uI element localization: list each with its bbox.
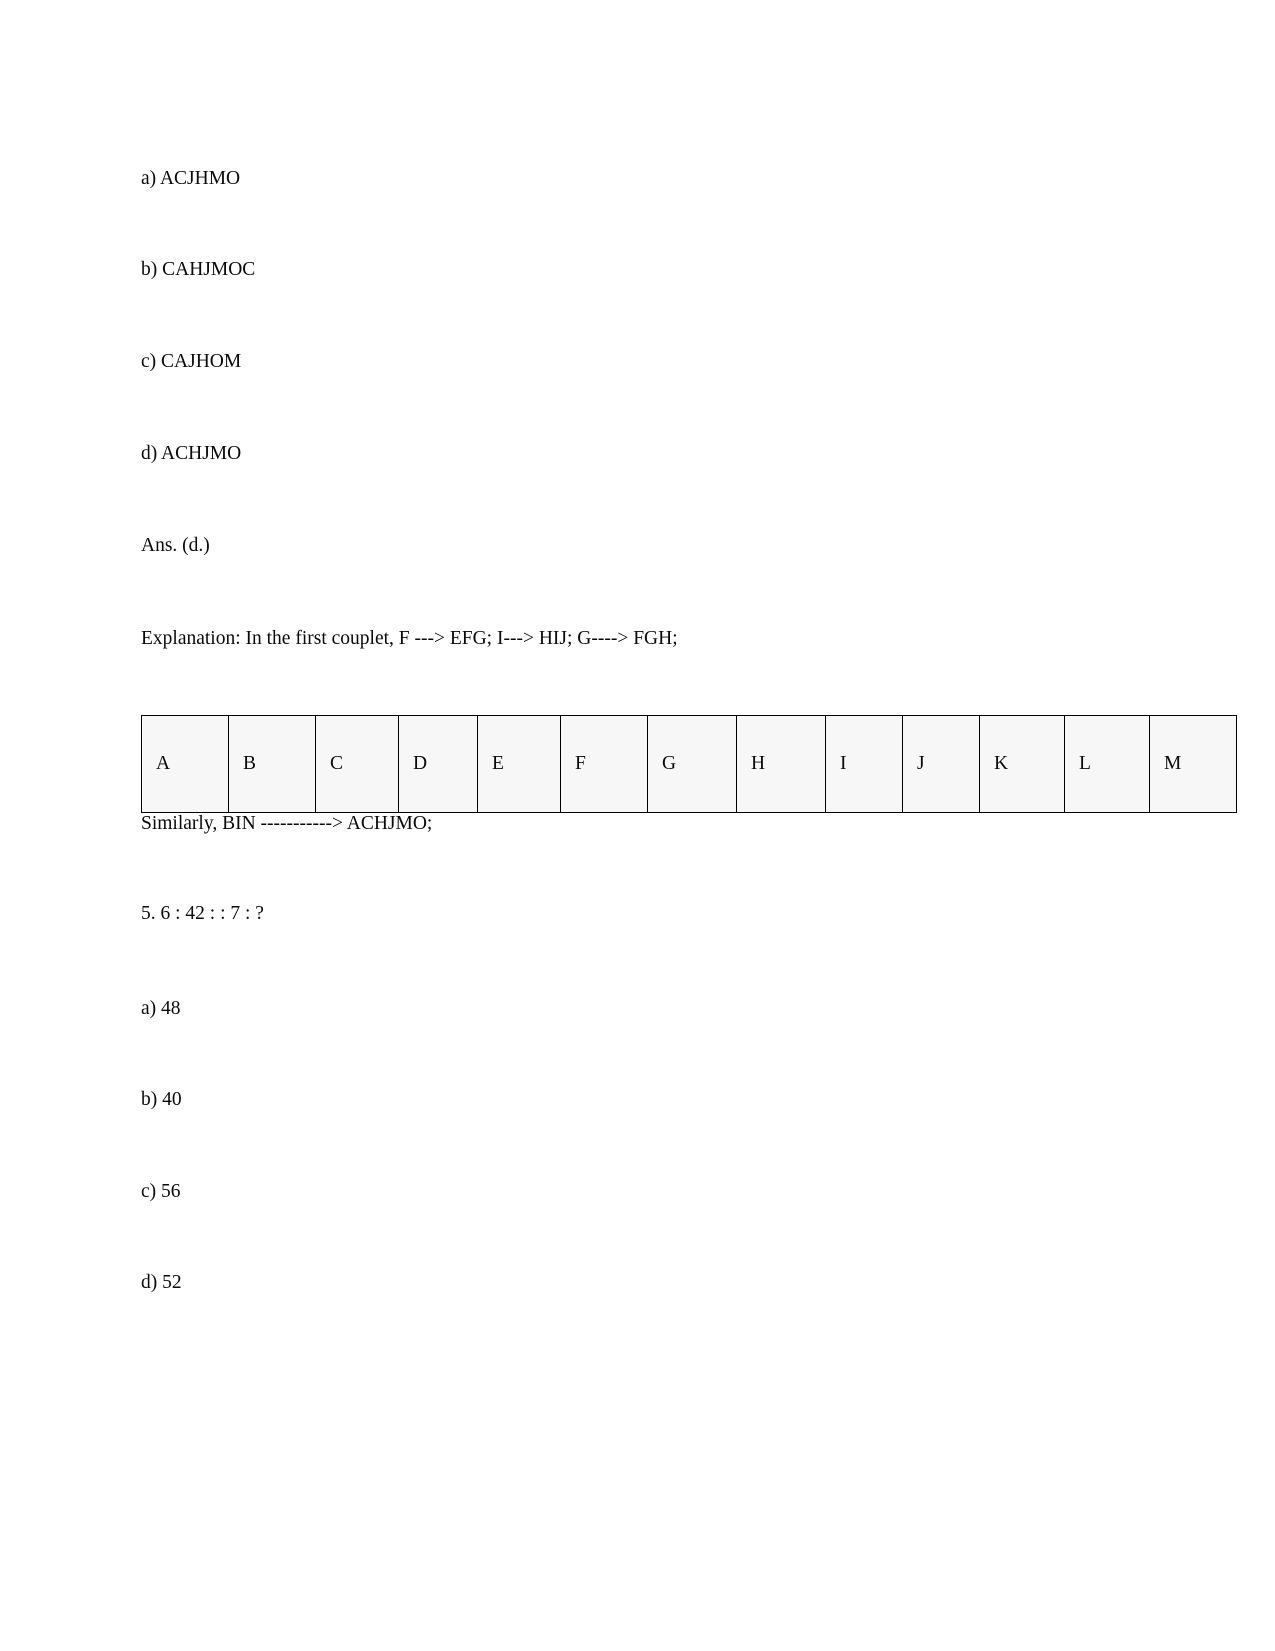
table-cell-a: A: [142, 716, 229, 813]
letter-table: [141, 715, 1237, 813]
answer-line: Ans. (d.): [141, 535, 210, 556]
option-b-q5: b) 40: [141, 1089, 182, 1110]
option-d-q5: d) 52: [141, 1272, 182, 1293]
question-5-prompt: 5. 6 : 42 : : 7 : ?: [141, 903, 264, 924]
table-cell-k: K: [980, 716, 1065, 813]
table-cell-c: C: [316, 716, 399, 813]
option-c-q5: c) 56: [141, 1181, 181, 1202]
table-cell-f: F: [561, 716, 648, 813]
table-cell-i: I: [826, 716, 903, 813]
table-row: [142, 716, 1237, 813]
table-cell-h: H: [737, 716, 826, 813]
option-c-q4: c) CAJHOM: [141, 351, 242, 372]
table-cell-d: D: [399, 716, 478, 813]
option-d-q4: d) ACHJMO: [141, 443, 242, 464]
option-a-q4: a) ACJHMO: [141, 168, 241, 189]
alphabet-table: [141, 715, 1237, 813]
table-cell-g: G: [648, 716, 737, 813]
table-cell-j: J: [903, 716, 980, 813]
option-a-q5: a) 48: [141, 998, 181, 1019]
similarly-line: Similarly, BIN -----------> ACHJMO;: [141, 813, 433, 834]
table-cell-b: B: [229, 716, 316, 813]
table-cell-e: E: [478, 716, 561, 813]
option-b-q4: b) CAHJMOC: [141, 259, 256, 280]
explanation-line: Explanation: In the first couplet, F ---> EFG; I---> HIJ; G----> FGH;: [141, 628, 678, 649]
table-cell-m: M: [1150, 716, 1237, 813]
table-cell-l: L: [1065, 716, 1150, 813]
